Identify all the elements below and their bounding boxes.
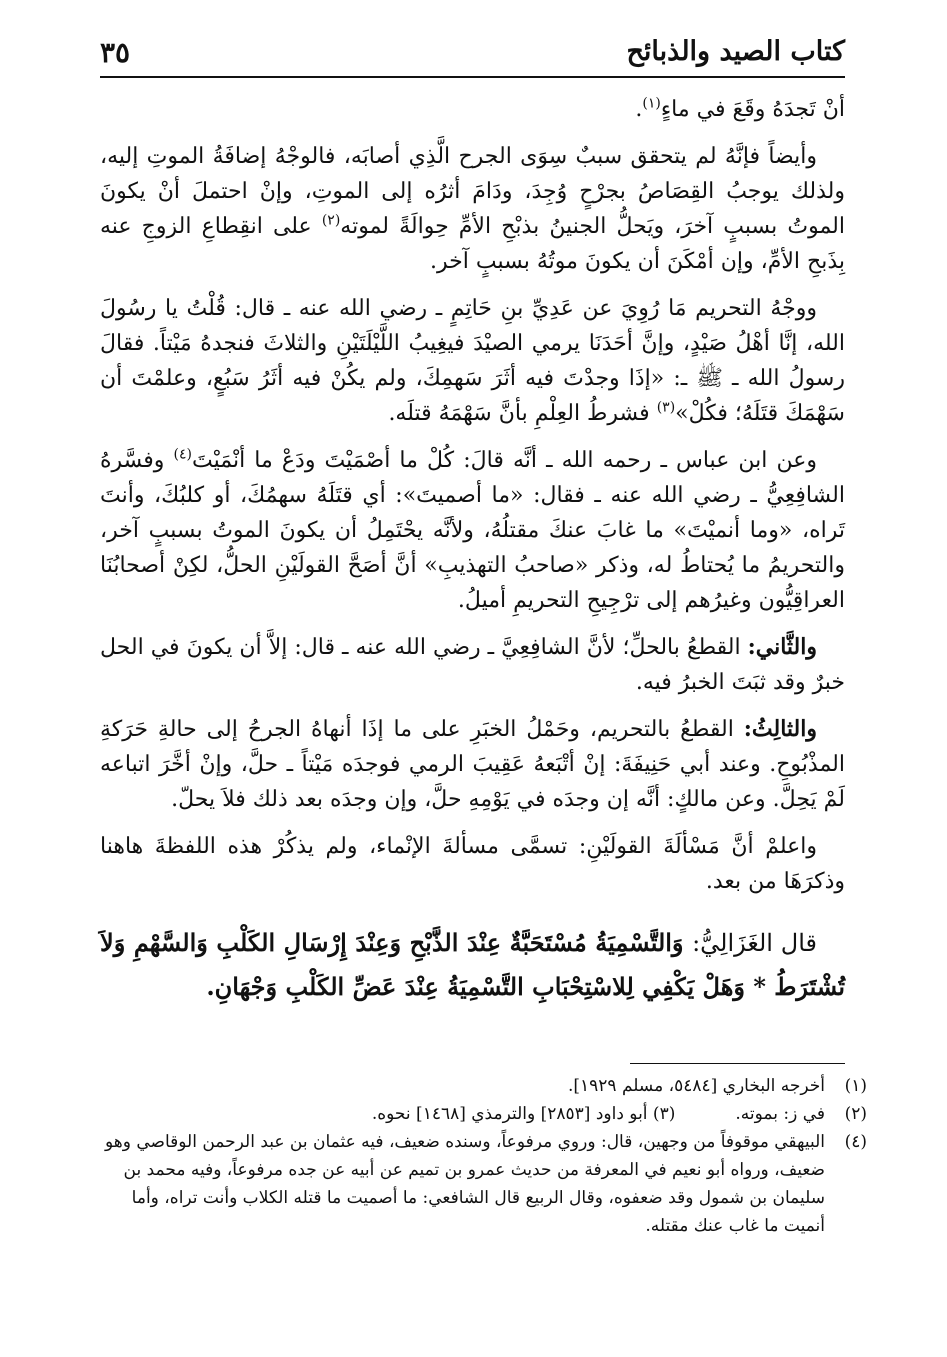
paragraph-text: وأيضاً فإنَّهُ لم يتحقق سببٌ سِوَى الجرح الَّذِي أصابَه، فالوجْهُ إضافَةُ الموتِ إليه، ولذلك يوجبُ القِصَاصُ بجرْحٍ وُجِدَ، ودَامَ أثرُه إلى الموتِ، وإنْ احتملَ أنْ يكونَ الموتُ بسببٍ آخرَ، ويَحلُّ الجنينُ بذبْحِ الأمِّ حِوالَةً لموته bbox=[100, 144, 845, 239]
paragraph-lead: والثالِثُ: bbox=[743, 716, 817, 742]
footnote-1 bbox=[100, 1072, 867, 1100]
footnotes bbox=[100, 1072, 867, 1240]
paragraph-text: القطعُ بالتحريم، وحَمْلُ الخبَرِ على ما إذَا أنهاهُ الجرحُ إلى حالةِ حَرَكةِ المذْبُوحِ. وعند أبي حَنِيفَةَ: إنْ أتْبَعهُ عَقِيبَ الرمي فوجدَه مَيْتاً ـ حلَّ، وإنْ أخَّرَ اتباعه لَمْ يَحِلَّ. وعن مالكٍ: أنَّه إن وجدَه في يَوْمِهِ حلَّ، وإن وجدَه بعد ذلك فلاَ يحلّ. bbox=[100, 717, 845, 812]
quote-body: وَالتَّسْمِيَةُ مُسْتَحَبَّةٌ عِنْدَ الذَّبْحِ وَعِنْدَ إِرْسَالِ الكَلْبِ وَالسَّهْمِ وَلاَ تُشْتَرَطُ * وَهَلْ يَكْفِي لِلاسْتِحْبَابِ التَّسْمِيَةُ عِنْدَ عَضِّ الكَلْبِ وَجْهَانِ. bbox=[100, 928, 845, 1001]
page-number: ٣٥ bbox=[100, 36, 131, 69]
paragraph-text-end: وفسَّرهُ الشافِعِيُّ ـ رضي الله عنه ـ فقال: «ما أصميتَ»: أي قتَلَهُ سهمُكَ، أو كلبُكَ، وأنتَ تَراه، «وما أنميْتَ» ما غابَ عنكَ مقتلُهُ، ولأنَّه يحْتَمِلُ أن يكونَ الموتُ بسببٍ آخر، والتحريمُ ما يُحتاطُ له، وذكر «صاحبُ التهذيبِ» أنَّ أصَحَّ القولَيْنِ الحلُّ، لكِنْ أصحابُنَا العراقِيُّون وغيرُهم إلى ترْجِيحِ التحريمِ أميلُ. bbox=[100, 448, 845, 613]
main-text bbox=[100, 92, 845, 1021]
footnote-4 bbox=[100, 1128, 867, 1240]
footnote-ref: (٣) bbox=[656, 399, 676, 416]
footnote-text: أخرجه البخاري [٥٤٨٤، مسلم ١٩٢٩]. bbox=[567, 1076, 825, 1096]
footnote-text-group bbox=[100, 1100, 825, 1128]
quote-lead: قال الغَزَالِيُّ: bbox=[692, 929, 817, 957]
footnote-2 bbox=[100, 1100, 867, 1128]
footnote-ref: (٤) bbox=[173, 446, 193, 463]
paragraph-text-end: فشرطُ العِلْمِ بأنَّ سَهْمَهُ قتلَه. bbox=[388, 401, 657, 426]
paragraph-2 bbox=[100, 139, 845, 279]
paragraph-text: وعن ابن عباس ـ رحمه الله ـ أنَّه قالَ: كُلْ ما أصْمَيْتَ ودَعْ ما أنْمَيْتَ bbox=[192, 448, 818, 473]
paragraph-text-end: على انقِطاعِ الزوجِ عنه بِذَبحِ الأمِّ، وإن أمْكَنَ أن يكونَ موتُهُ بسببٍ آخر. bbox=[100, 214, 845, 274]
paragraph-6 bbox=[100, 712, 845, 817]
footnote-number: (٤) bbox=[844, 1132, 867, 1152]
paragraph-3 bbox=[100, 291, 845, 431]
paragraph-text: أنْ تَجدَهُ وقَعَ في ماءٍ bbox=[660, 97, 845, 122]
paragraph-7 bbox=[100, 829, 845, 899]
footnote-ref: (٢) bbox=[321, 212, 341, 229]
paragraph-1 bbox=[100, 92, 845, 127]
paragraph-text: واعلمْ أنَّ مَسْألَةَ القولَيْنِ: تسمَّى مسألةَ الإنْماء، ولم يذكُرْ هذه اللفظةَ هاهنا وذكرَهَا من بعد. bbox=[100, 834, 845, 894]
paragraph-5 bbox=[100, 630, 845, 700]
page-header bbox=[100, 30, 845, 78]
footnote-3-inline: (٣) أبو داود [٢٨٥٣] والترمذي [١٤٦٨] نحوه. bbox=[371, 1104, 676, 1124]
footnote-ref: (١) bbox=[642, 95, 661, 112]
paragraph-text: القطعُ بالحلِّ؛ لأنَّ الشافِعِيَّ ـ رضي الله عنه ـ قال: إلاَّ أن يكونَ في الحل خبرٌ وقد ثبَتَ الخبرُ فيه. bbox=[100, 635, 845, 695]
footnote-divider bbox=[630, 1063, 845, 1064]
running-title: كتاب الصيد والذبائح bbox=[626, 36, 845, 67]
paragraph-lead: والثَّاني: bbox=[747, 634, 817, 660]
footnote-text: في ز: بموته. bbox=[735, 1104, 825, 1124]
footnote-text: البيهقي موقوفاً من وجهين، قال: وروي مرفوعاً، وسنده ضعيف، فيه عثمان بن عبد الرحمن الوقاصي وهو ضعيف، ورواه أبو نعيم في المعرفة من حديث عمرو بن تميم عن أبيه عن جده مرفوعاً، وفيه محمد بن سليمان بن شمول وقد ضعفوه، وقال الربيع قال الشافعي: ما أصميت ما قتله الكلاب وأنت تراه، وأما أنميت ما غاب عنك مقتله. bbox=[105, 1132, 825, 1236]
quoted-text bbox=[100, 921, 845, 1009]
paragraph-text-end: . bbox=[635, 97, 643, 122]
footnote-number: (٢) bbox=[844, 1104, 867, 1124]
paragraph-text: ووجْهُ التحريم مَا رُوِيَ عن عَدِيِّ بنِ حَاتِمٍ ـ رضي الله عنه ـ قال: قُلْتُ يا رسُولَ الله، إنَّا أهْلُ صَيْدٍ، وإنَّ أحَدَنَا يرمي الصيْدَ فيغِيبُ اللَّيْلَتَيْنِ والثلاثَ فنجدهُ مَيْتاً. فقالَ رسولُ الله ـ ﷺ ـ: «إذَا وجدْتَ فيه أثَرَ سَهمِكَ، ولم يكُنْ فيه أثَرُ سَبُعٍ، وعلمْتَ أن سَهْمَكَ قتَلَهُ؛ فكُلْ» bbox=[100, 296, 845, 426]
paragraph-4 bbox=[100, 443, 845, 618]
footnote-number: (١) bbox=[844, 1076, 867, 1096]
